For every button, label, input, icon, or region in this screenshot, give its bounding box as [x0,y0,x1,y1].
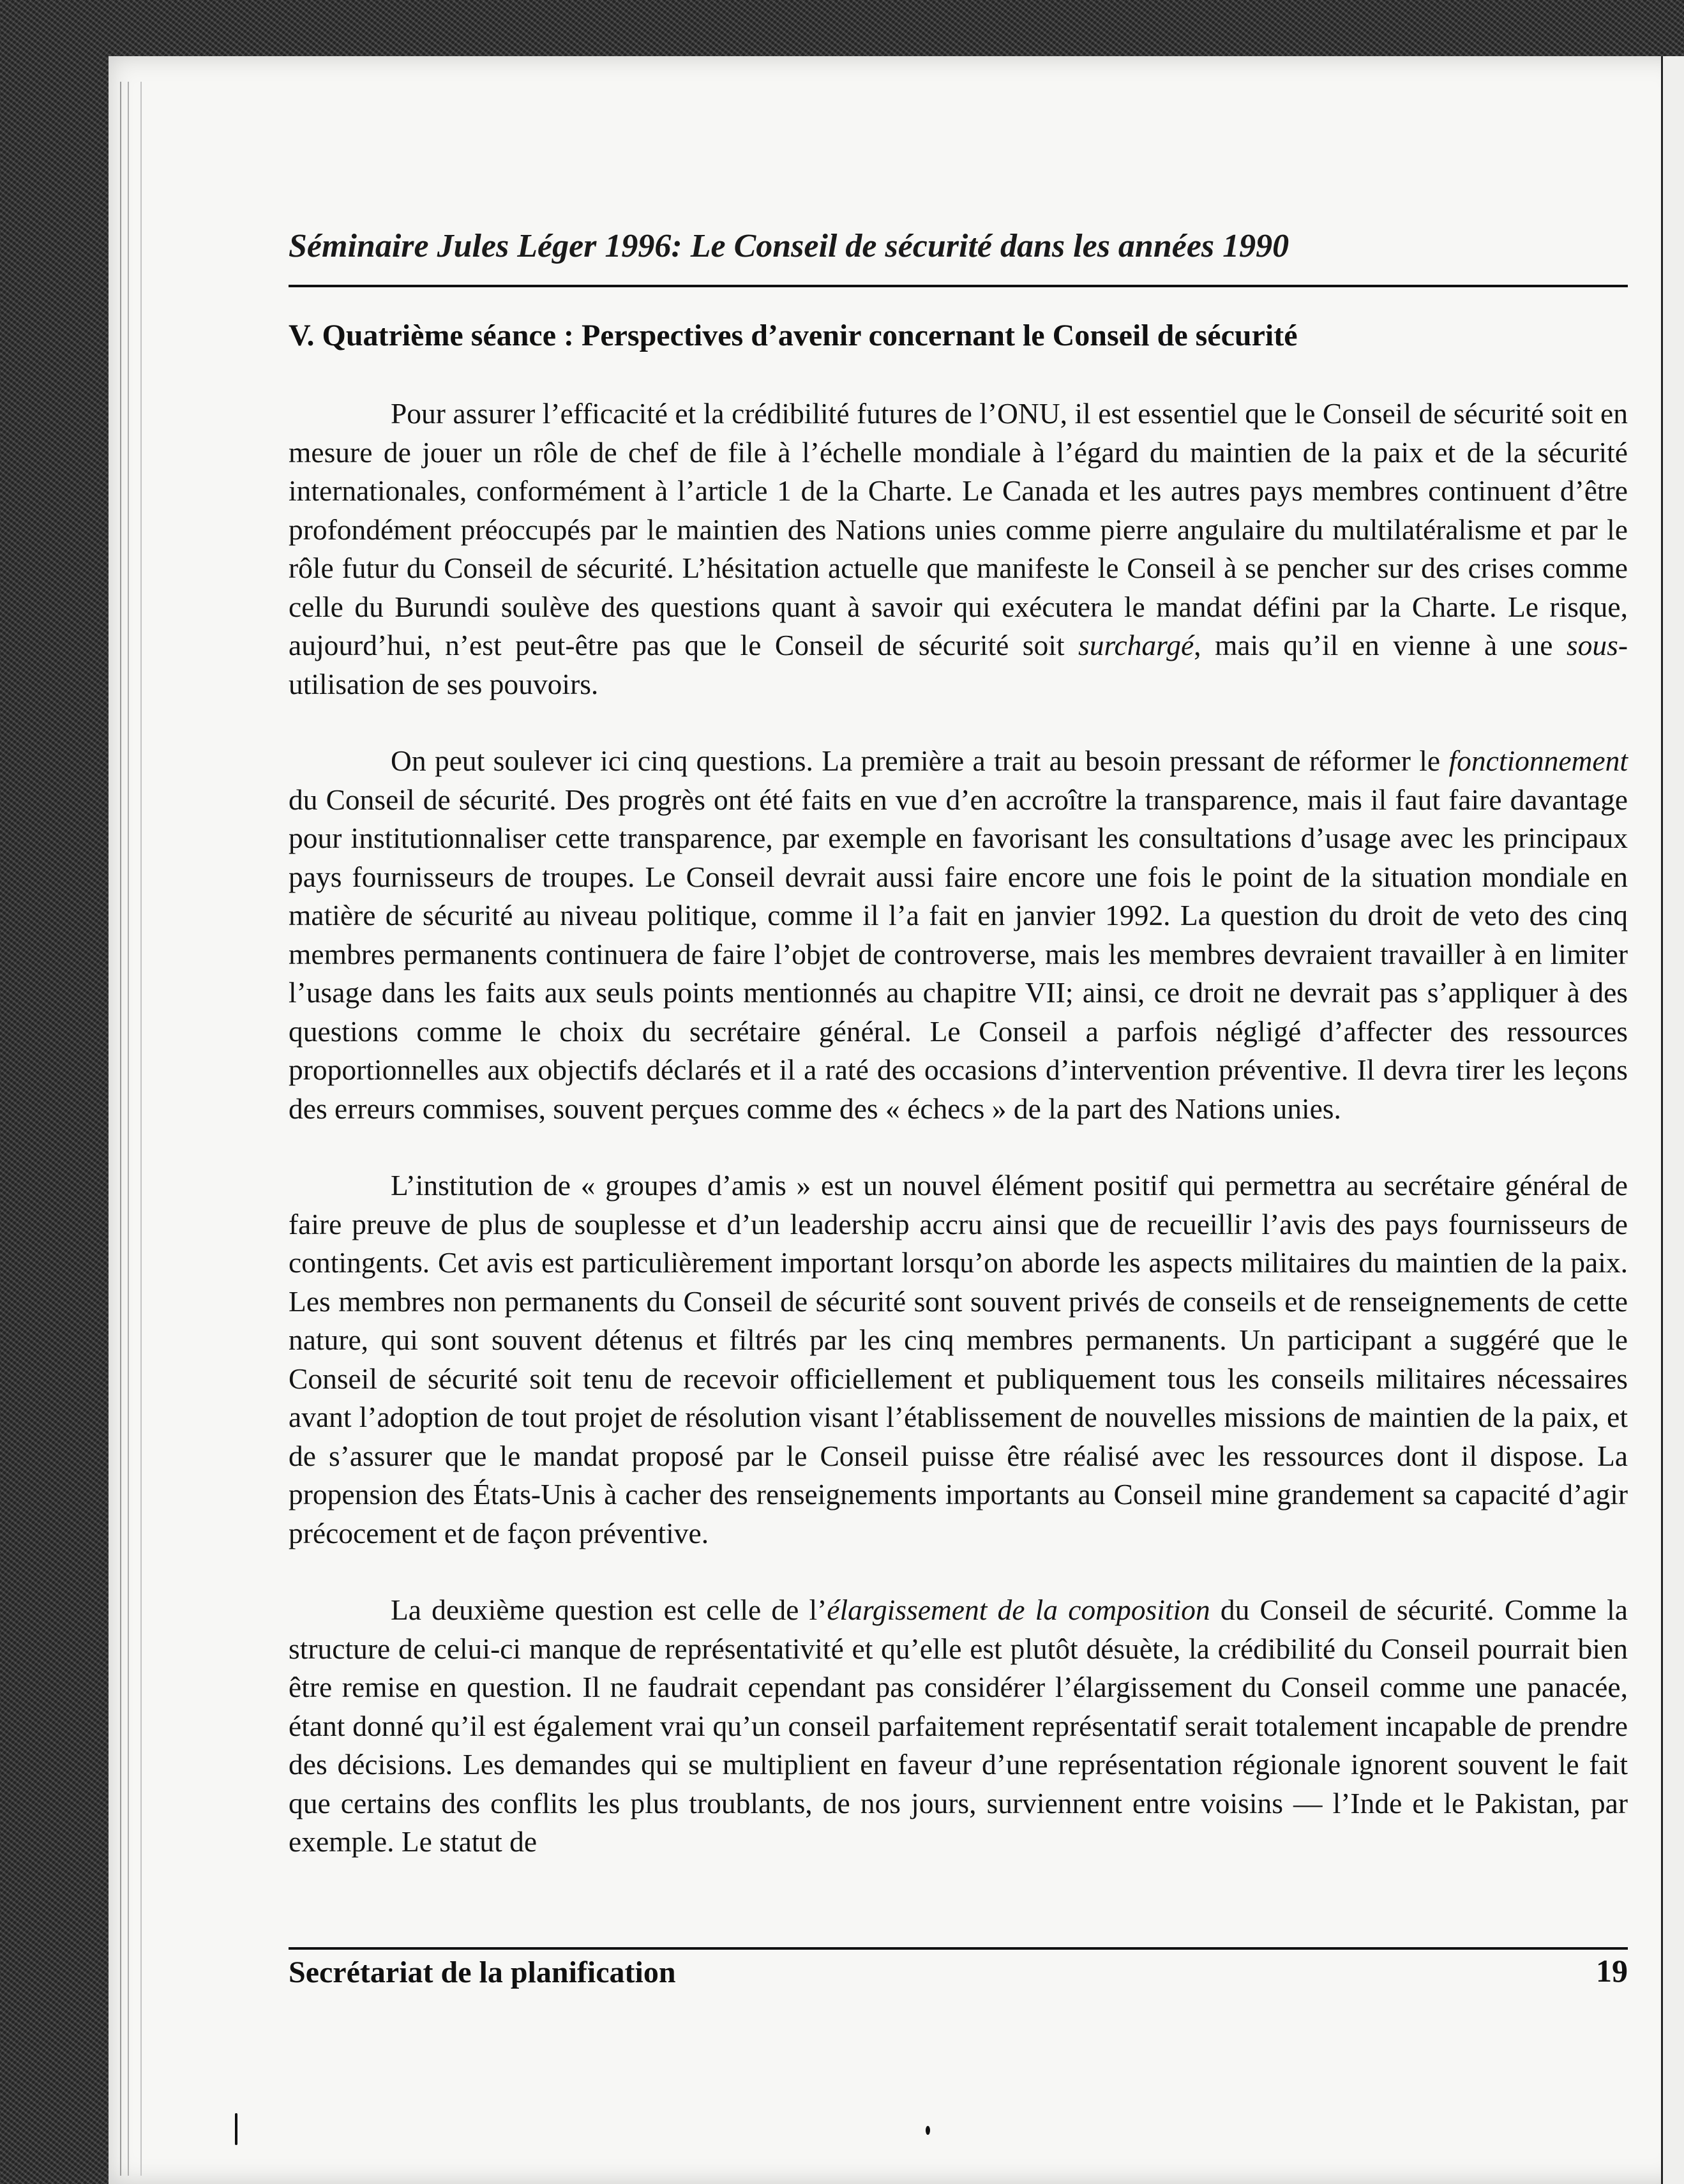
footer-publisher: Secrétariat de la planification [289,1955,676,1989]
scan-speck [235,2113,237,2145]
binding-edge [120,82,142,2176]
paragraph-1: Pour assurer l’efficacité et la crédibilité futures de l’ONU, il est essentiel que le Conseil de sécurité soit en mesure de jouer un rôle de chef de file à l’échelle mondiale à l’égard du maintien de la paix et de la sécurité internationales, conformément à l’article 1 de la Charte. Le Canada et les autres pays membres continuent d’être profondément préoccupés par le maintien des Nations unies comme pierre angulaire du multilatéralisme et par le rôle futur du Conseil de sécurité. L’hésitation actuelle que manifeste le Conseil à se pencher sur des crises comme celle du Burundi soulève des questions quant à savoir qui exécutera le mandat défini par la Charte. Le risque, aujourd’hui, n’est peut-être pas que le Conseil de sécurité soit surchargé, mais qu’il en vienne à une sous-utilisation de ses pouvoirs. [289,397,1628,700]
scan-speck [926,2126,930,2135]
paragraph-4: La deuxième question est celle de l’élargissement de la composition du Conseil de sécurité. Comme la structure de celui-ci manque de représentativité et qu’elle est plutôt désuète, la crédibilité du Conseil pourrait bien être remise en question. Il ne faudrait cependant pas considérer l’élargissement du Conseil comme une panacée, étant donné qu’il est également vrai qu’un conseil parfaitement représentatif serait totalement incapable de prendre des décisions. Les demandes qui se multiplient en faveur d’une représentation régionale ignorent souvent le fait que certains des conflits les plus troublants, de nos jours, surviennent entre voisins — l’Inde et le Pakistan, par exemple. Le statut de [289,1593,1628,1858]
paragraph-2: On peut soulever ici cinq questions. La première a trait au besoin pressant de réformer le fonctionnement du Conseil de sécurité. Des progrès ont été faits en vue d’en accroître la transparence, mais il faut faire davantage pour institutionnaliser cette transparence, par exemple en favorisant les consultations d’usage avec les principaux pays fournisseurs de troupes. Le Conseil devrait aussi faire encore une fois le point de la situation mondiale en matière de sécurité au niveau politique, comme il l’a fait en janvier 1992. La question du droit de veto des cinq membres permanents continuera de faire l’objet de controverse, mais les membres devraient travailler à en limiter l’usage dans les faits aux seuls points mentionnés au chapitre VII; ainsi, ce droit ne devrait pas s’appliquer à des questions comme le choix du secrétaire général. Le Conseil a parfois négligé d’affecter des ressources proportionnelles aux objectifs déclarés et il a raté des occasions d’intervention préventive. Il devra tirer les leçons des erreurs commises, souvent perçues comme des « échecs » de la part des Nations unies. [289,744,1628,1125]
body-text [289,395,1628,1927]
running-header: Séminaire Jules Léger 1996: Le Conseil de sécurité dans les années 1990 [289,228,1289,264]
adjacent-page-edge [1661,56,1684,2184]
section-title: V. Quatrième séance : Perspectives d’avenir concernant le Conseil de sécurité [289,319,1298,352]
header-rule [289,285,1628,287]
page-number: 19 [1596,1953,1628,1989]
paragraph-3: L’institution de « groupes d’amis » est un nouvel élément positif qui permettra au secrétaire général de faire preuve de plus de souplesse et d’un leadership accru ainsi que de recueillir l’avis des pays fournisseurs de contingents. Cet avis est particulièrement important lorsqu’on aborde les aspects militaires du maintien de la paix. Les membres non permanents du Conseil de sécurité sont souvent privés de conseils et de renseignements de cette nature, qui sont souvent détenus et filtrés par les cinq membres permanents. Un participant a suggéré que le Conseil de sécurité soit tenu de recevoir officiellement et publiquement tous les conseils militaires nécessaires avant l’adoption de tout projet de résolution visant l’établissement de nouvelles missions de maintien de la paix, et de s’assurer que le mandat proposé par le Conseil puisse être réalisé avec les ressources dont il dispose. La propension des États-Unis à cacher des renseignements importants au Conseil mine grandement sa capacité d’agir précocement et de façon préventive. [289,1169,1628,1549]
footer-rule [289,1947,1628,1950]
